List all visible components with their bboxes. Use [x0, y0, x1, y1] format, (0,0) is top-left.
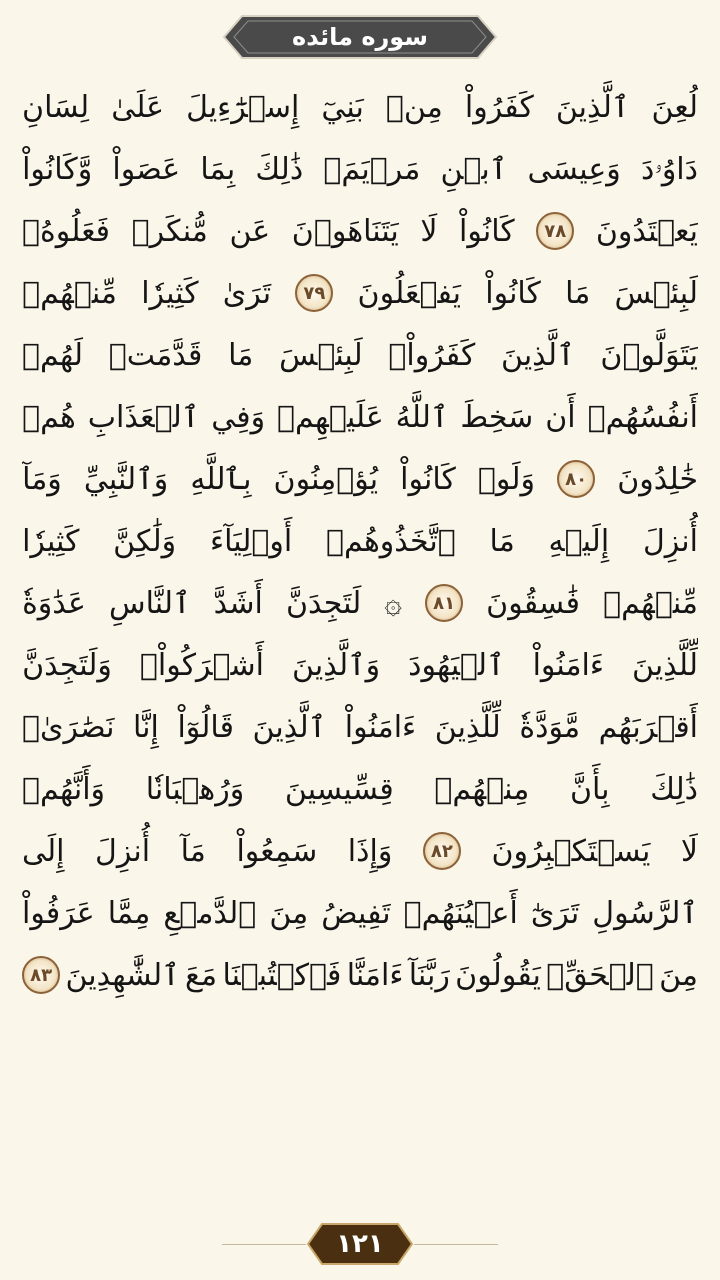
verse-word: وَأَنَّهُمۡ: [22, 771, 106, 807]
verse-word: وَّكَانُواْ: [22, 151, 93, 187]
verse-word: لِسَانِ: [22, 89, 90, 125]
verse-word: إِلَى: [22, 833, 65, 869]
verse-word: كَثِيرٗا: [141, 275, 199, 311]
verse-word: ءَامَنُواْ: [344, 709, 417, 745]
verse-word: أُنزِلَ: [642, 523, 698, 559]
verse-line: [22, 448, 698, 510]
verse-word: مِنۡهُمۡ: [434, 771, 530, 807]
surah-title: سوره مائده: [292, 23, 428, 51]
verse-word: مِمَّا: [107, 895, 151, 931]
verse-word: ذَٰلِكَ: [255, 151, 304, 187]
verse-word: عَصَواْ: [112, 151, 181, 187]
verse-line: [22, 634, 698, 696]
verse-word: يَسۡتَكۡبِرُونَ: [491, 833, 651, 869]
footer-divider-right: [414, 1244, 498, 1245]
verse-word: تَرَىٰ: [222, 275, 272, 311]
page-number: ١٢١: [336, 1229, 384, 1259]
verse-line: [22, 138, 698, 200]
verse-word: مَرۡيَمَۚ: [323, 151, 421, 187]
verse-word: كَثِيرٗا: [22, 523, 80, 559]
verse-word: وَلَتَجِدَنَّ: [22, 647, 112, 683]
verse-word: يَعۡتَدُونَ: [595, 213, 698, 249]
verse-word: أَعۡيُنَهُمۡ: [403, 895, 518, 931]
verse-line: [22, 944, 698, 1006]
verse-word: ءَامَنَّا: [346, 957, 404, 993]
verse-word: مِّنۡهُمۡ: [22, 275, 117, 311]
verse-word: رَبَّنَآ: [408, 957, 450, 993]
verse-word: يَتَوَلَّوۡنَ: [600, 337, 698, 373]
verse-word: ٱلنَّاسِ: [109, 585, 191, 621]
verse-word: ٱلرَّسُولِ: [592, 895, 698, 931]
verse-word: مُّنكَرٖ: [131, 213, 208, 249]
verse-word: قِسِّيسِينَ: [284, 771, 394, 807]
verse-word: لِّلَّذِينَ: [631, 647, 698, 683]
verse-word: أَشۡرَكُواْۖ: [139, 647, 265, 683]
verse-word: يُؤۡمِنُونَ: [273, 461, 379, 497]
verse-word: مِّنۡهُمۡ: [603, 585, 698, 621]
verse-word: ۞: [384, 585, 402, 621]
verse-word: ٱلۡحَقِّۖ: [546, 957, 654, 993]
verse-word: لِّلَّذِينَ: [434, 709, 501, 745]
ayah-number-marker: ٨٢: [423, 832, 461, 870]
verse-word: وَلَوۡ: [477, 461, 536, 497]
verse-word: تَفِيضُ: [321, 895, 391, 931]
verse-line: [22, 76, 698, 138]
verse-word: عَرَفُواْ: [22, 895, 95, 931]
verse-word: أَوۡلِيَآءَ: [209, 523, 293, 559]
verse-word: كَفَرُواْ: [464, 89, 534, 125]
verse-word: فَٰسِقُونَ: [486, 585, 580, 621]
verse-word: أَن: [545, 399, 576, 435]
verse-word: ٱلۡيَهُودَ: [408, 647, 505, 683]
verse-word: لَتَجِدَنَّ: [285, 585, 362, 621]
verse-word: ءَامَنُواْ: [532, 647, 604, 683]
verse-word: خَٰلِدُونَ: [617, 461, 698, 497]
verse-word: عَلَيۡهِمۡ: [277, 399, 384, 435]
verse-line: [22, 200, 698, 262]
quran-text: [22, 76, 698, 1200]
verse-word: يَتَنَاهَوۡنَ: [291, 213, 399, 249]
verse-word: مِنۢ: [385, 89, 443, 125]
verse-word: وَعِيسَى: [527, 151, 621, 187]
verse-word: وَإِذَا: [347, 833, 393, 869]
verse-word: إِنَّا: [133, 709, 159, 745]
verse-word: بَنِيٓ: [321, 89, 364, 125]
verse-word: لَا: [680, 833, 698, 869]
verse-word: سَمِعُواْ: [236, 833, 318, 869]
verse-word: فَٱكۡتُبۡنَا: [222, 957, 342, 993]
verse-word: قَالُوٓاْ: [177, 709, 234, 745]
verse-word: بِأَنَّ: [569, 771, 610, 807]
verse-word: مَا: [489, 523, 515, 559]
verse-word: يَقُولُونَ: [455, 957, 541, 993]
verse-word: قَدَّمَتۡ: [108, 337, 203, 373]
ayah-number-marker: ٧٨: [536, 212, 574, 250]
verse-word: بِٱللَّهِ: [190, 461, 252, 497]
verse-word: مِنَ: [659, 957, 698, 993]
verse-word: ٱبۡنِ: [440, 151, 508, 187]
verse-word: كَانُواْ: [459, 213, 515, 249]
verse-line: [22, 882, 698, 944]
verse-line: [22, 696, 698, 758]
verse-word: ٱلَّذِينَ: [555, 89, 630, 125]
surah-header: [222, 14, 498, 60]
verse-word: ذَٰلِكَ: [650, 771, 698, 807]
verse-word: سَخِطَ: [460, 399, 534, 435]
verse-line: [22, 572, 698, 634]
verse-word: وَلَٰكِنَّ: [113, 523, 177, 559]
verse-word: مَا: [565, 275, 591, 311]
verse-word: مَّوَدَّةٗ: [519, 709, 581, 745]
verse-word: ٱلدَّمۡعِ: [163, 895, 257, 931]
ayah-number-marker: ٨١: [425, 584, 463, 622]
verse-line: [22, 820, 698, 882]
verse-word: مَعَ: [185, 957, 218, 993]
verse-word: ٱلَّذِينَ: [501, 337, 575, 373]
verse-word: كَانُواْ: [400, 461, 456, 497]
verse-word: أُنزِلَ: [95, 833, 151, 869]
verse-word: كَفَرُواْۚ: [388, 337, 476, 373]
verse-word: وَٱلنَّبِيِّ: [83, 461, 169, 497]
verse-word: بِمَا: [200, 151, 236, 187]
verse-word: ٱلَّذِينَ: [252, 709, 327, 745]
verse-word: لَبِئۡسَ: [614, 275, 698, 311]
verse-line: [22, 262, 698, 324]
verse-word: فَعَلُوهُۚ: [22, 213, 111, 249]
verse-word: هُمۡ: [22, 399, 76, 435]
verse-word: إِسۡرَٰٓءِيلَ: [186, 89, 300, 125]
ayah-number-marker: ٨٣: [22, 956, 60, 994]
verse-word: دَاوُۥدَ: [640, 151, 698, 187]
verse-word: مَآ: [180, 833, 206, 869]
verse-word: لَهُمۡ: [22, 337, 83, 373]
verse-word: عَلَىٰ: [111, 89, 165, 125]
ayah-number-marker: ٨٠: [557, 460, 595, 498]
verse-line: [22, 510, 698, 572]
verse-word: ٱلشَّٰهِدِينَ: [65, 957, 180, 993]
verse-word: عَن: [229, 213, 271, 249]
verse-word: مَا: [228, 337, 254, 373]
verse-line: [22, 386, 698, 448]
footer-divider-left: [222, 1244, 306, 1245]
verse-word: مِنَ: [269, 895, 309, 931]
verse-line: [22, 758, 698, 820]
verse-word: نَصَٰرَىٰۚ: [22, 709, 115, 745]
verse-word: لَبِئۡسَ: [279, 337, 363, 373]
verse-word: لُعِنَ: [651, 89, 698, 125]
verse-word: وَفِي: [211, 399, 266, 435]
verse-word: تَرَىٰٓ: [530, 895, 580, 931]
verse-word: ٱلۡعَذَابِ: [87, 399, 200, 435]
verse-word: ٱتَّخَذُوهُمۡ: [326, 523, 456, 559]
verse-word: لَا: [420, 213, 438, 249]
verse-word: كَانُواْ: [485, 275, 541, 311]
verse-word: أَقۡرَبَهُم: [598, 709, 698, 745]
verse-word: وَٱلَّذِينَ: [292, 647, 381, 683]
verse-line: [22, 324, 698, 386]
page-number-badge: [306, 1222, 414, 1266]
verse-word: إِلَيۡهِ: [548, 523, 610, 559]
ayah-number-marker: ٧٩: [295, 274, 333, 312]
verse-word: وَمَآ: [22, 461, 62, 497]
verse-word: ٱللَّهُ: [395, 399, 449, 435]
verse-word: أَنفُسُهُمۡ: [587, 399, 698, 435]
verse-word: عَدَٰوَةٗ: [22, 585, 86, 621]
verse-word: أَشَدَّ: [213, 585, 263, 621]
verse-word: وَرُهۡبَانٗا: [145, 771, 245, 807]
verse-word: يَفۡعَلُونَ: [357, 275, 462, 311]
